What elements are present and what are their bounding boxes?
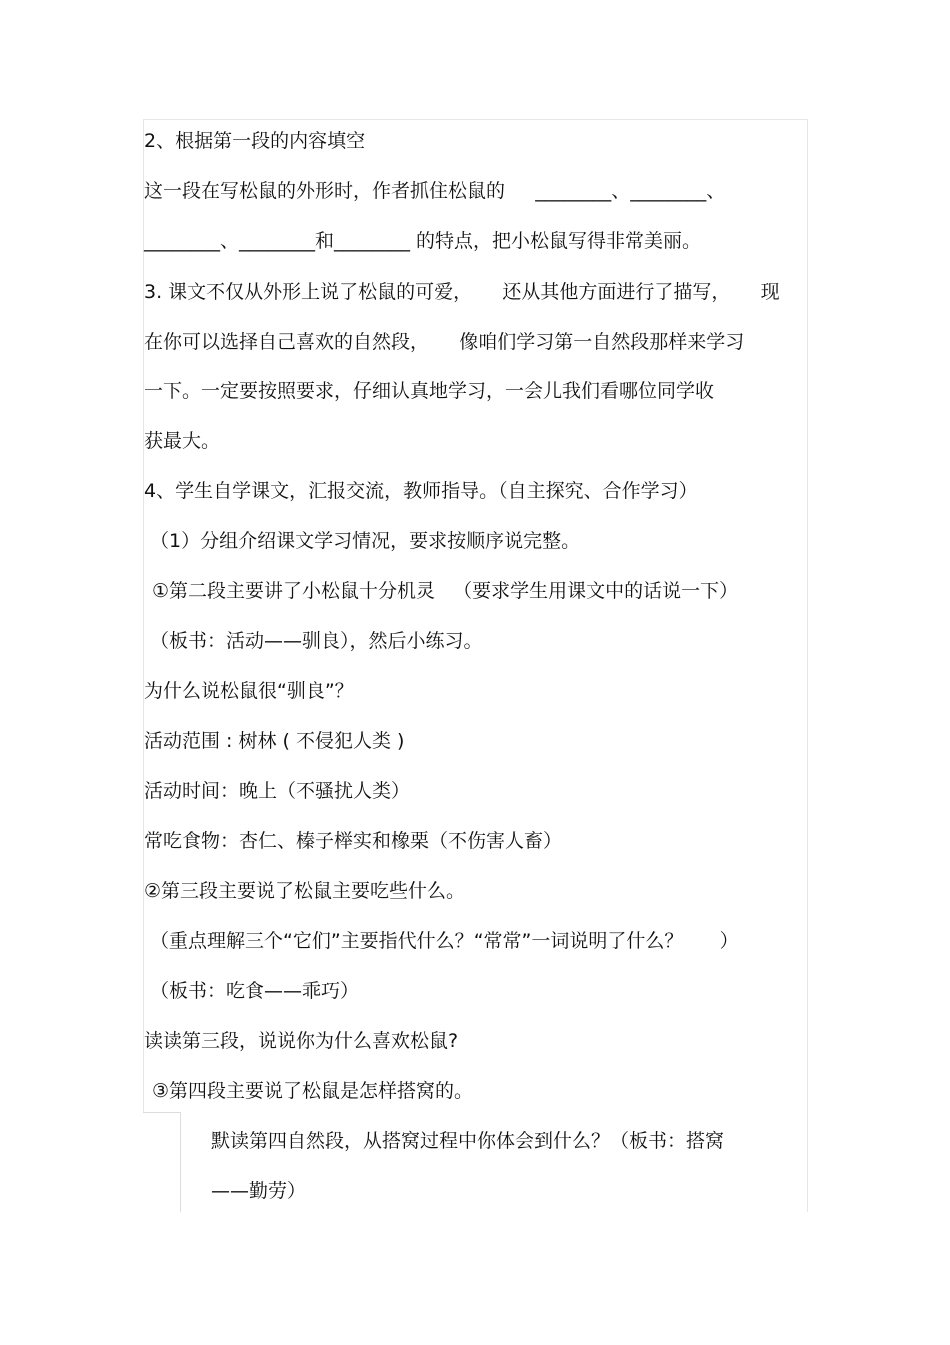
- activity-time: 活动时间：晚上（不骚扰人类）: [144, 780, 411, 802]
- paragraph-3-point: ②第三段主要说了松鼠主要吃些什么。: [144, 880, 466, 902]
- activity-range: 活动范围 : 树林 ( 不侵犯人类 ): [144, 730, 405, 752]
- board-note-2: （板书：吃食——乖巧）: [150, 980, 360, 1002]
- paragraph-4-point: ③第四段主要说了松鼠是怎样搭窝的。: [152, 1080, 474, 1102]
- table-border-left: [143, 119, 144, 1112]
- silent-reading-line-1: 默读第四自然段，从搭窝过程中你体会到什么？（板书：搭窝: [211, 1130, 725, 1152]
- section-3-line-1: 3. 课文不仅从外形上说了松鼠的可爱， 还从其他方面进行了描写， 现: [144, 281, 780, 303]
- question-docile: 为什么说松鼠很“驯良”？: [144, 680, 354, 702]
- section-3-line-4: 获最大。: [144, 430, 221, 452]
- board-note-1: （板书：活动——驯良），然后小练习。: [150, 630, 483, 652]
- table-border-top: [143, 119, 808, 120]
- table-border-right: [807, 119, 808, 1212]
- fill-blank-line-2: ________、________和________ 的特点，把小松鼠写得非常美丽。: [144, 230, 702, 252]
- silent-reading-line-2: ——勤劳）: [211, 1180, 307, 1202]
- section-3-line-2: 在你可以选择自己喜欢的自然段， 像咱们学习第一自然段那样来学习: [144, 331, 745, 353]
- common-food: 常吃食物：杏仁、榛子榉实和橡栗（不伤害人畜）: [144, 830, 563, 852]
- fill-blank-line-1: 这一段在写松鼠的外形时，作者抓住松鼠的 ________、________、: [144, 180, 726, 202]
- section-4-heading: 4、学生自学课文，汇报交流，教师指导。（自主探究、合作学习）: [144, 480, 698, 502]
- section-2-heading: 2、根据第一段的内容填空: [144, 130, 366, 152]
- inner-cell-border-top: [143, 1112, 181, 1113]
- section-3-line-3: 一下。一定要按照要求，仔细认真地学习，一会儿我们看哪位同学收: [144, 380, 715, 402]
- key-understanding: （重点理解三个“它们”主要指代什么？“常常”一词说明了什么？ ）: [150, 930, 739, 952]
- inner-cell-border-left: [180, 1112, 181, 1212]
- read-paragraph-3: 读读第三段，说说你为什么喜欢松鼠?: [144, 1030, 459, 1052]
- paragraph-2-point: ①第二段主要讲了小松鼠十分机灵 （要求学生用课文中的话说一下）: [152, 580, 739, 602]
- item-1-text: （1）分组介绍课文学习情况，要求按顺序说完整。: [150, 530, 581, 552]
